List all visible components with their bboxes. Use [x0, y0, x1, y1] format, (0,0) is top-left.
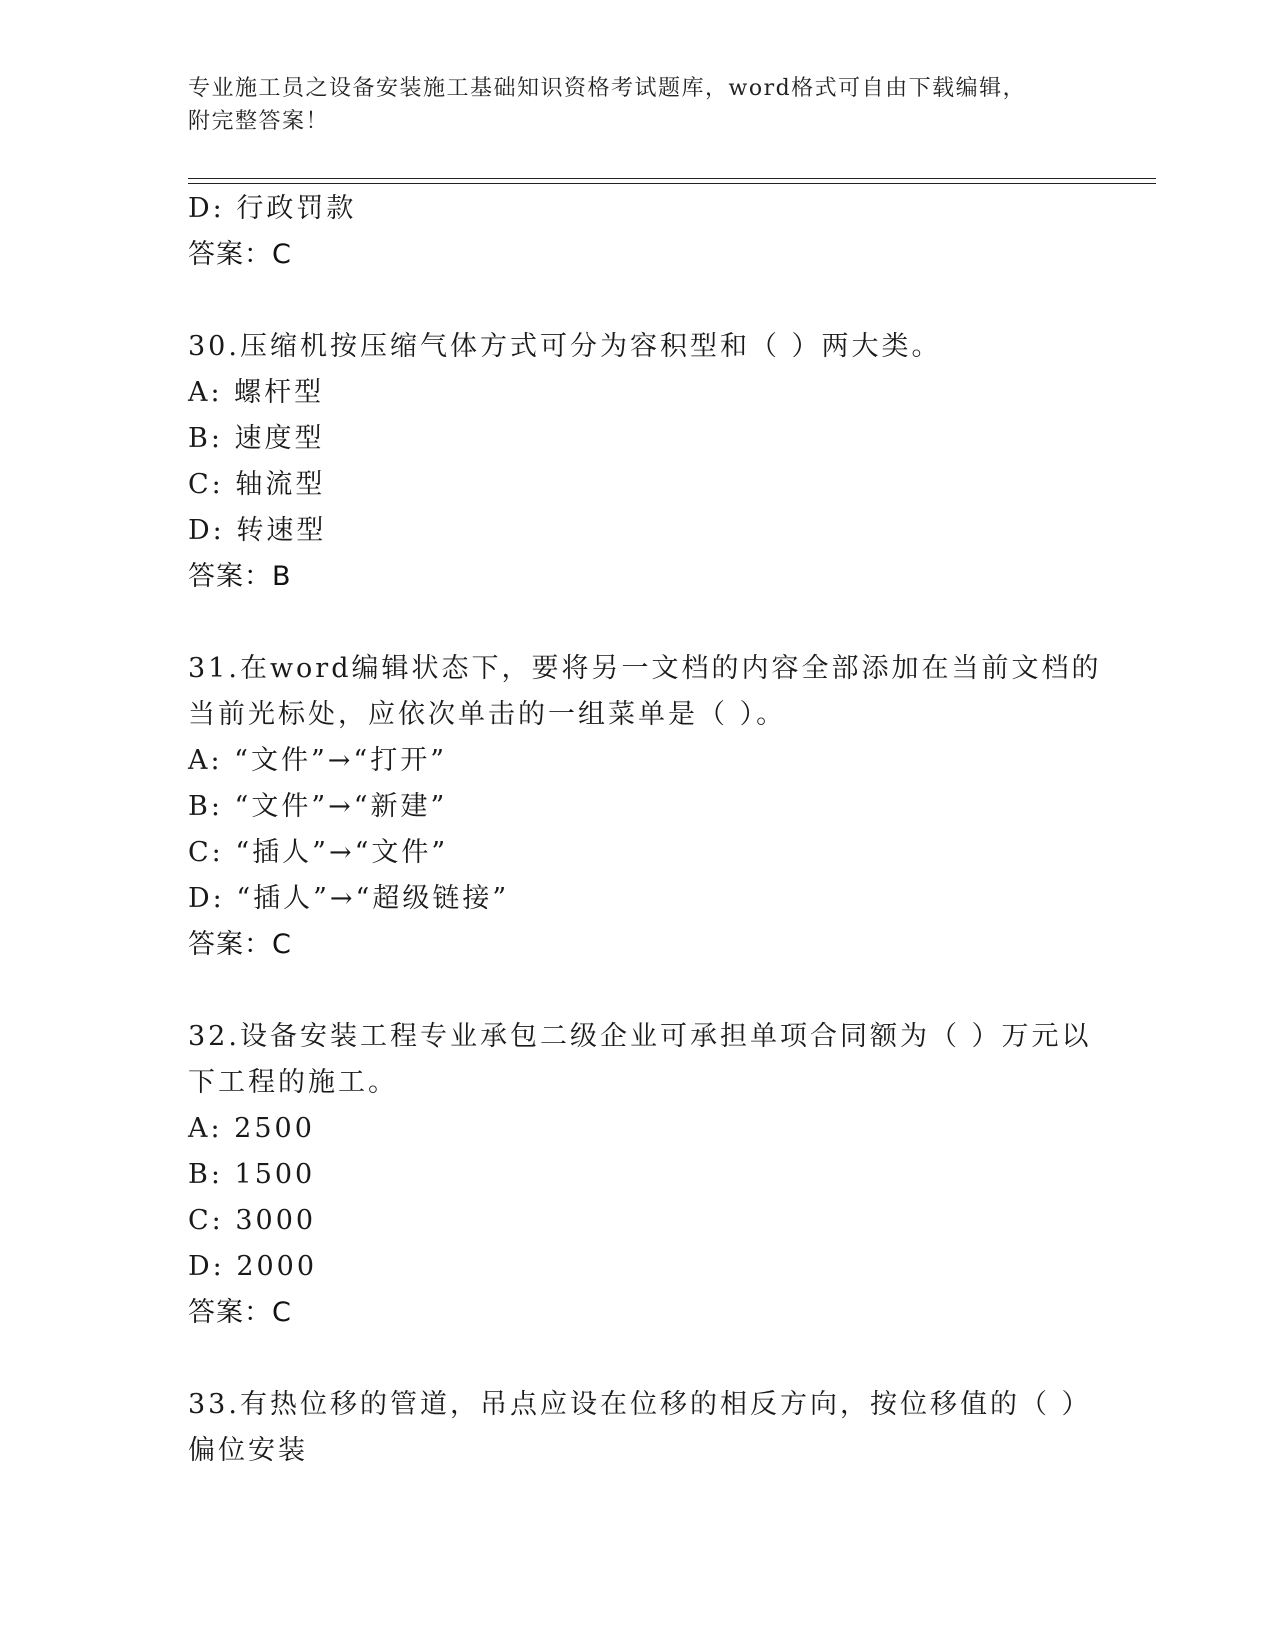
- document-header: [188, 72, 1068, 138]
- q32-option-a: A: 2500: [188, 1113, 315, 1144]
- header-rule-bottom: [188, 183, 1156, 184]
- q32-option-d: D: 2000: [188, 1251, 318, 1282]
- q30-option-a: A: 螺杆型: [188, 377, 325, 408]
- q32-answer: 答案：C: [188, 1297, 292, 1328]
- prev-answer: 答案：C: [188, 239, 292, 270]
- q32-option-b: B: 1500: [188, 1159, 316, 1190]
- q31-option-c: C: “插人”→“文件”: [188, 837, 449, 868]
- q31-answer: 答案：C: [188, 929, 292, 960]
- prev-option-d: D: 行政罚款: [188, 193, 357, 224]
- q32-text-line-2: 下工程的施工。: [188, 1067, 398, 1098]
- q32-text-line-1: 32.设备安装工程专业承包二级企业可承担单项合同额为（ ）万元以: [188, 1021, 1092, 1052]
- q31-text-line-2: 当前光标处，应依次单击的一组菜单是（ ）。: [188, 699, 787, 730]
- q31-text-line-1: 31.在word编辑状态下，要将另一文档的内容全部添加在当前文档的: [188, 653, 1102, 684]
- q32-option-c: C: 3000: [188, 1205, 317, 1236]
- spacer: [188, 600, 1088, 646]
- spacer: [188, 1336, 1088, 1382]
- q30-option-b: B: 速度型: [188, 423, 325, 454]
- q30-option-d: D: 转速型: [188, 515, 327, 546]
- spacer: [188, 278, 1088, 324]
- header-line-1: 专业施工员之设备安装施工基础知识资格考试题库，word格式可自由下载编辑，: [188, 76, 1027, 101]
- q33-text-line-1: 33.有热位移的管道，吊点应设在位移的相反方向，按位移值的（ ）: [188, 1389, 1092, 1420]
- header-line-2: 附完整答案！: [188, 109, 330, 134]
- question-list: [188, 186, 1102, 1474]
- q33-text-line-2: 偏位安装: [188, 1435, 308, 1466]
- q30-text: 30.压缩机按压缩气体方式可分为容积型和（ ）两大类。: [188, 331, 942, 362]
- q31-option-a: A: “文件”→“打开”: [188, 745, 448, 776]
- q31-option-b: B: “文件”→“新建”: [188, 791, 448, 822]
- q31-option-d: D: “插人”→“超级链接”: [188, 883, 510, 914]
- spacer: [188, 968, 1088, 1014]
- header-rule-top: [188, 178, 1156, 179]
- q30-option-c: C: 轴流型: [188, 469, 326, 500]
- q30-answer: 答案：B: [188, 561, 292, 592]
